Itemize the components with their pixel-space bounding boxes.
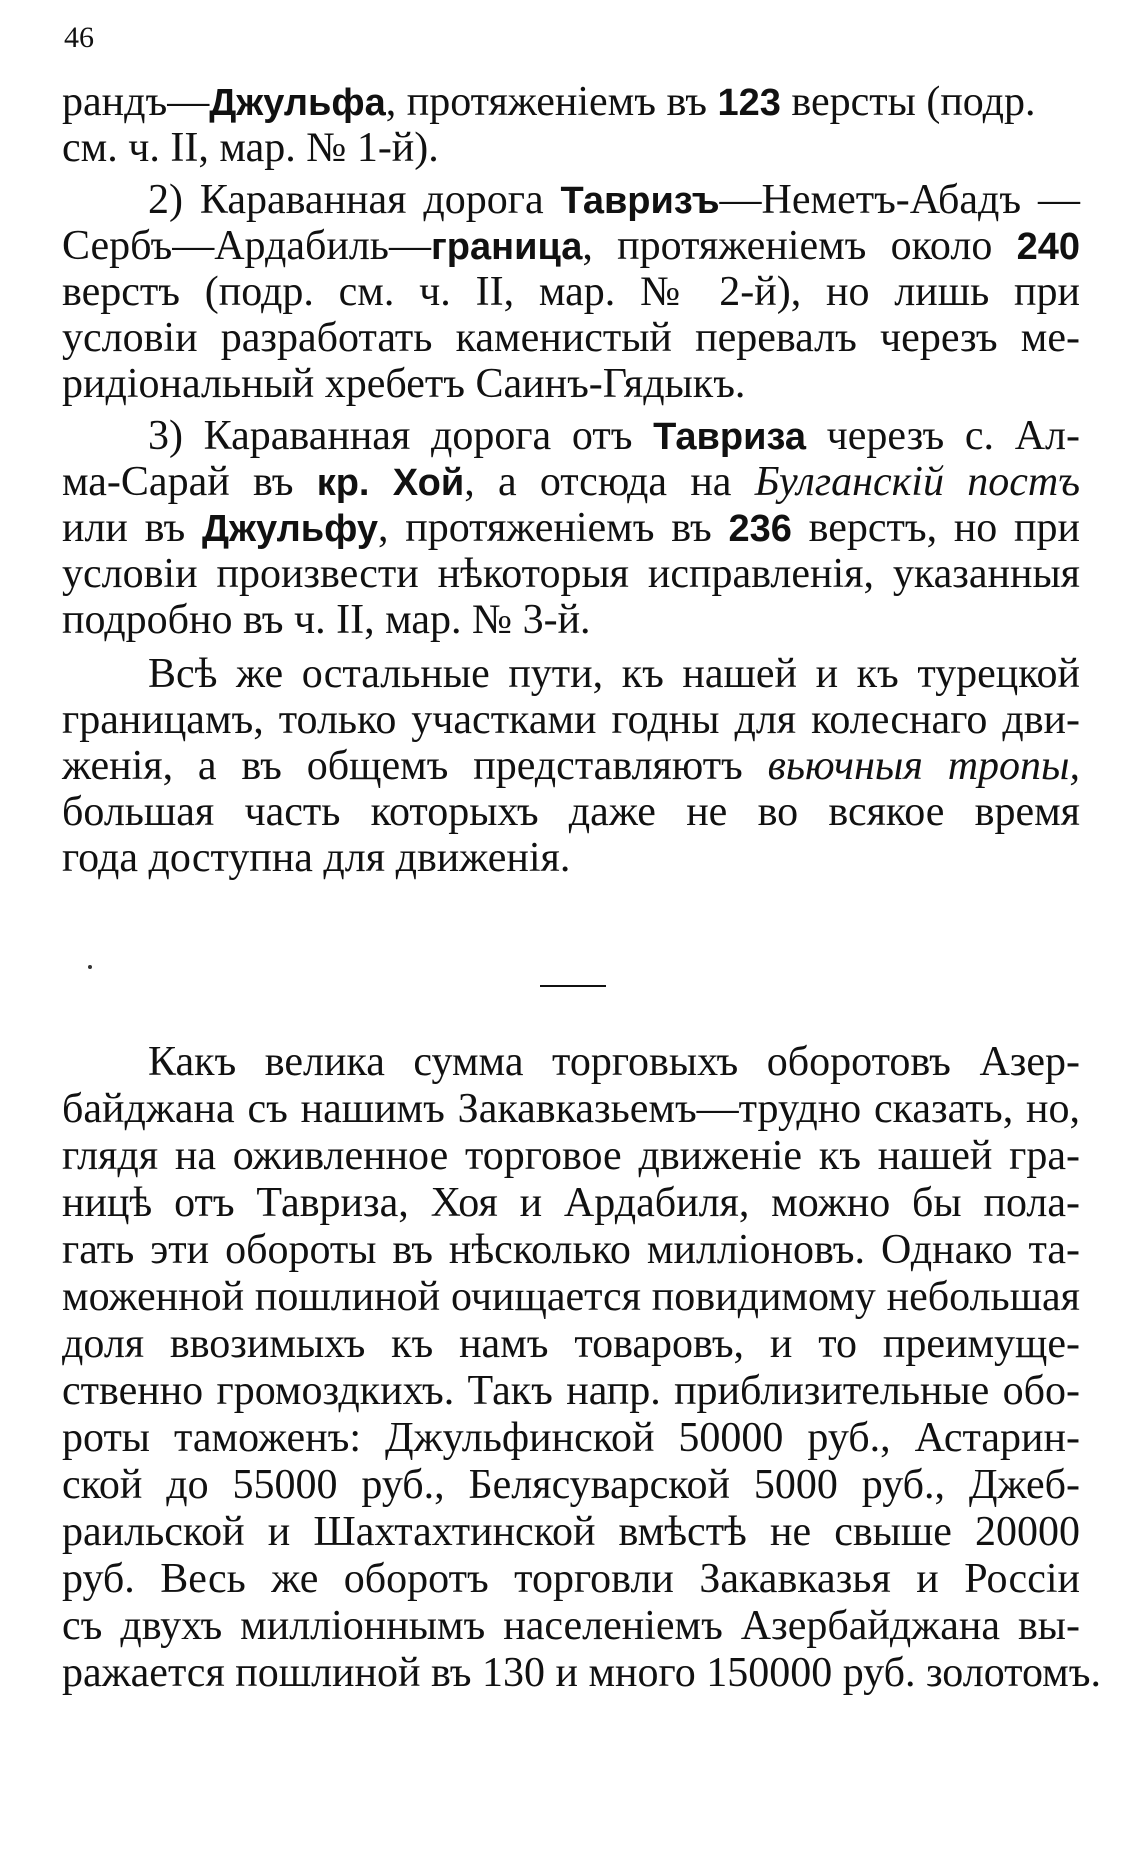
italic-term: Булганскій постъ [754,459,1080,505]
paragraph-3-line-1: 3) Караванная дорога отъ Тавриза черезъ с. Ал- [148,413,1080,459]
bold-term: Тавриза [653,416,806,458]
paragraph-5-line-12: руб. Весь же оборотъ торговли Закавказья и Россіи [62,1556,1080,1602]
paragraph-5-line-1: Какъ велика сумма торговыхъ оборотовъ Азер- [148,1039,1080,1085]
paragraph-3-line-3: или въ Джульфу, протяженіемъ въ 236 верстъ, но при [62,505,1081,551]
bold-term: Джульфа [209,82,386,124]
paragraph-5-line-8: ственно громоздкихъ. Такъ напр. приблизительные обо- [62,1368,1080,1414]
paragraph-5-line-13: съ двухъ милліоннымъ населеніемъ Азербайджана вы- [62,1603,1080,1649]
paragraph-2-line-3: верстъ (подр. см. ч. II, мар. № 2-й), но лишь при [62,269,1080,315]
bold-number: 240 [1016,226,1080,268]
paragraph-4-line-2: границамъ, только участками годны для колеснаго дви- [62,697,1080,743]
paragraph-2-line-5: ридіональный хребетъ Саинъ-Гядыкъ. [62,361,746,407]
italic-term: вьючныя тропы, [767,743,1080,789]
bold-number: 123 [717,82,781,124]
paragraph-5-line-7: доля ввозимыхъ къ намъ товаровъ, и то преимуще- [62,1321,1080,1367]
paragraph-3-line-5: подробно въ ч. II, мар. № 3-й. [62,597,591,643]
paragraph-3-line-2: ма-Сарай въ кр. Хой, а отсюда на Булганскій постъ [62,459,1080,505]
paragraph-5-line-5: гать эти обороты въ нѣсколько милліоновъ. Однако та- [62,1227,1080,1273]
bold-term: граница [430,226,583,268]
ink-speck [88,965,92,969]
bold-number: 236 [728,508,792,550]
paragraph-5-line-3: глядя на оживленное торговое движеніе къ нашей гра- [62,1133,1080,1179]
paragraph-4-line-5: года доступна для движенія. [62,835,571,881]
paragraph-2-line-4: условіи разработать каменистый перевалъ черезъ ме- [62,315,1080,361]
paragraph-5-line-14: ражается пошлиной въ 130 и много 150000 руб. золотомъ. [62,1650,1101,1696]
paragraph-5-line-2: байджана съ нашимъ Закавказьемъ—трудно сказать, но, [62,1086,1080,1132]
paragraph-2-line-2: Сербъ—Ардабиль—граница, протяженіемъ около 240 [62,223,1080,269]
paragraph-5-line-11: раильской и Шахтахтинской вмѣстѣ не свыше 20000 [62,1509,1080,1555]
bold-term: Джульфу [201,508,378,550]
paragraph-5-line-4: ницѣ отъ Тавриза, Хоя и Ардабиля, можно бы пола- [62,1180,1080,1226]
bold-term: Тавризъ [560,180,720,222]
page-number: 46 [64,21,94,54]
paragraph-5-line-10: ской до 55000 руб., Белясуварской 5000 руб., Джеб- [62,1462,1080,1508]
paragraph-1-line-2: см. ч. II, мар. № 1-й). [62,125,439,171]
paragraph-3-line-4: условіи произвести нѣкоторыя исправленія, указанныя [62,551,1080,597]
paragraph-4-line-3: женія, а въ общемъ представляютъ вьючныя тропы, [62,743,1080,789]
section-divider [540,985,606,987]
paragraph-5-line-6: моженной пошлиной очищается повидимому небольшая [62,1274,1080,1320]
paragraph-1-line-1: рандъ—Джульфа, протяженіемъ въ 123 версты (подр. [62,79,1036,125]
paragraph-4-line-4: большая часть которыхъ даже не во всякое время [62,789,1080,835]
bold-term: кр. Хой [316,462,465,504]
paragraph-2-line-1: 2) Караванная дорога Тавризъ—Неметъ-Абадъ — [148,177,1080,223]
paragraph-5-line-9: роты таможенъ: Джульфинской 50000 руб., Астарин- [62,1415,1080,1461]
paragraph-4-line-1: Всѣ же остальные пути, къ нашей и къ турецкой [148,651,1080,697]
